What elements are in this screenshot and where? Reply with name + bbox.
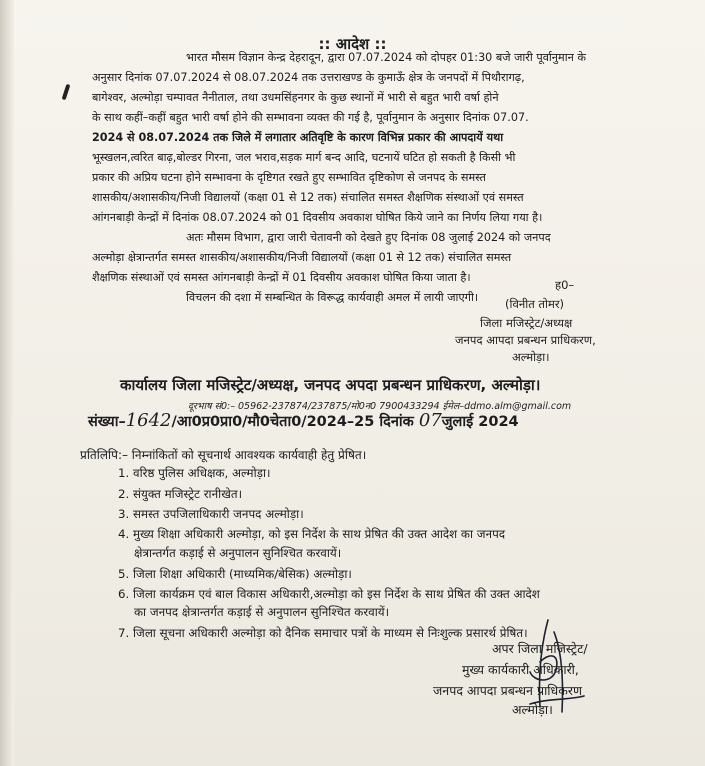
copy-item: 7. जिला सूचना अधिकारी अल्मोड़ा को दैनिक समाचार पत्रों के माध्यम से निःशुल्क प्रसारर्थ प्रेषित। <box>118 626 528 640</box>
signatory-authority: जनपद आपदा प्रबन्धन प्राधिकरण, <box>455 333 596 347</box>
reference-label: संख्या– <box>88 414 126 430</box>
copy-item: 5. जिला शिक्षा अधिकारी (माध्यमिक/बेसिक) अल्मोड़ा। <box>118 567 352 581</box>
copy-item: 4. मुख्य शिक्षा अधिकारी अल्मोड़ा, को इस निर्देश के साथ प्रेषित की उक्त आदेश का जनपद <box>118 527 506 541</box>
order-line: भारत मौसम विज्ञान केन्द्र देहरादून, द्वारा 07.07.2024 को दोपहर 01:30 बजे जारी पूर्वानुमान के <box>186 51 586 64</box>
order-line: बागेश्वर, अल्मोड़ा चम्पावत नैनीताल, तथा उधमसिंहनगर के कुछ स्थानों में भारी से बहुत भारी वर्षा होने <box>92 91 499 104</box>
signatory2-designation: अपर जिला मजिस्ट्रेट/ <box>492 641 588 656</box>
office-heading: कार्यालय जिला मजिस्ट्रेट/अध्यक्ष, जनपद अपदा प्रबन्धन प्राधिकरण, अल्मोड़ा। <box>120 376 541 394</box>
reference-number-line <box>88 410 519 431</box>
copy-item-continued: क्षेत्रान्तर्गत कड़ाई से अनुपालन सुनिश्चित करवायें। <box>134 546 342 560</box>
signed-mark: ह0– <box>555 278 575 292</box>
reference-day: 07 <box>418 410 442 431</box>
copy-item: 2. संयुक्त मजिस्ट्रेट रानीखेत। <box>118 487 243 501</box>
order-title: :: आदेश :: <box>318 35 387 53</box>
order-line: 2024 से 08.07.2024 तक जिले में लगातार अतिवृष्टि के कारण विभिन्न प्रकार की आपदायें यथा <box>92 131 504 144</box>
signatory2-authority: जनपद आपदा प्रबन्धन प्राधिकरण <box>433 683 582 698</box>
order-line: आंगनबाड़ी केन्द्रों में दिनांक 08.07.2024 को 01 दिवसीय अवकाश घोषित किये जाने का निर्णय लिया गया है। <box>92 211 543 224</box>
reference-month-year: जुलाई 2024 <box>441 414 519 430</box>
signatory-designation: जिला मजिस्ट्रेट/अध्यक्ष <box>480 316 573 330</box>
signatory2-place: अल्मोड़ा। <box>512 702 553 717</box>
order-line: अल्मोड़ा क्षेत्रान्तर्गत समस्त शासकीय/अशासकीय/निजी विद्यालयों (कक्षा 01 से 12 तक) संचालित समस्त <box>92 251 512 264</box>
signatory-place: अल्मोड़ा। <box>512 350 550 364</box>
order-line: अतः मौसम विभाग, द्वारा जारी चेतावनी को देखते हुए दिनांक 08 जुलाई 2024 को जनपद <box>186 231 551 244</box>
copy-item: 3. समस्त उपजिलाधिकारी जनपद अल्मोड़ा। <box>118 507 304 521</box>
pen-tick-mark <box>62 84 71 100</box>
order-line: भूस्खलन,त्वरित बाढ़,बोल्डर गिरना, जल भराव,सड़क मार्ग बन्द आदि, घटनायें घटित हो सकती है किसी भी <box>92 151 516 164</box>
reference-path: /आ0प्र0प्रा0/मौ0चेता0/2024–25 दिनांक <box>171 414 414 430</box>
order-line: विचलन की दशा में सम्बन्धित के विरूद्ध कार्यवाही अमल में लायी जाएगी। <box>186 291 479 304</box>
order-line: अनुसार दिनांक 07.07.2024 से 08.07.2024 तक उत्तराखण्ड के कुमाऊँ क्षेत्र के जनपदों में पिथौरागढ़, <box>92 71 525 84</box>
order-line: प्रकार की अप्रिय घटना होने सम्भावना के दृष्टिगत रखते हुए सम्भावित दृष्टिकोण से जनपद के समस्त <box>92 171 486 184</box>
copy-item: 6. जिला कार्यक्रम एवं बाल विकास अधिकारी,अल्मोड़ा को इस निर्देश के साथ प्रेषित की उक्त आदेश <box>118 587 540 601</box>
signatory-name: (विनीत तोमर) <box>505 297 565 311</box>
order-line: शैक्षणिक संस्थाओं एवं समस्त आंगनबाड़ी केन्द्रों में 01 दिवसीय अवकाश घोषित किया जाता है। <box>92 271 471 284</box>
order-line: शासकीय/अशासकीय/निजी विद्यालयों (कक्षा 01 से 12 तक) संचालित समस्त शैक्षणिक संस्थाओं एवं समस्त <box>92 191 524 204</box>
copy-item-continued: का जनपद क्षेत्रान्तर्गत कड़ाई से अनुपालन सुनिश्चित करवायें। <box>134 605 390 619</box>
office-contact: दूरभाष सं0:– 05962-237874/237875/मो0न0 7900433294 ईमेल–ddmo.alm@gmail.com <box>188 401 572 412</box>
reference-number: 1642 <box>125 410 172 431</box>
signatory2-officer: मुख्य कार्यकारी अधिकारी, <box>462 662 579 677</box>
copy-item: 1. वरिष्ठ पुलिस अधिक्षक, अल्मोड़ा। <box>118 466 271 480</box>
page-edge-shadow <box>0 0 14 766</box>
copy-intro: प्रतिलिपि:– निम्नांकितों को सूचनार्थ आवश्यक कार्यवाही हेतु प्रेषित। <box>80 448 367 462</box>
order-line: के साथ कहीं–कहीं बहुत भारी वर्षा होने की सम्भावना व्यक्त की गई है, पूर्वानुमान के अनुसार दिनांक 07.07. <box>92 111 529 124</box>
